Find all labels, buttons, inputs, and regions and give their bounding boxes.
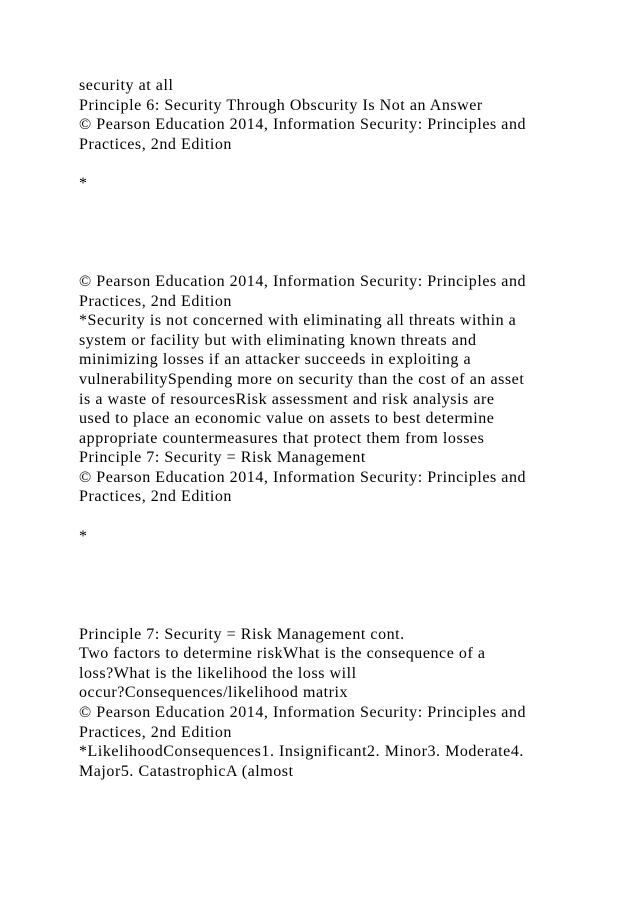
blank-line — [79, 233, 599, 253]
text-line: system or facility but with eliminating known threats and — [79, 331, 477, 349]
blank-line — [79, 213, 599, 233]
text-line: Practices, 2nd Edition — [79, 292, 232, 310]
blank-line — [79, 605, 599, 625]
text-line: Practices, 2nd Edition — [79, 488, 232, 506]
text-line: Principle 6: Security Through Obscurity Is Not an Answer — [79, 96, 483, 114]
blank-line — [79, 546, 599, 566]
text-line: appropriate countermeasures that protect them from losses — [79, 429, 485, 447]
blank-line — [79, 566, 599, 586]
text-line: © Pearson Education 2014, Information Security: Principles and — [79, 468, 527, 486]
text-line: Principle 7: Security = Risk Management cont. — [79, 625, 405, 643]
text-line: used to place an economic value on assets to best determine — [79, 410, 495, 428]
text-line: *Security is not concerned with eliminating all threats within a — [79, 312, 517, 330]
text-line: *LikelihoodConsequences1. Insignificant2. Minor3. Moderate4. — [79, 743, 524, 761]
text-line: vulnerabilitySpending more on security than the cost of an asset — [79, 370, 525, 388]
text-line: Practices, 2nd Edition — [79, 135, 232, 153]
text-line: security at all — [79, 77, 174, 94]
text-line: Practices, 2nd Edition — [79, 723, 232, 741]
text-line: Principle 7: Security = Risk Management — [79, 449, 366, 467]
text-line: © Pearson Education 2014, Information Security: Principles and — [79, 272, 527, 290]
blank-line — [79, 585, 599, 605]
text-line: © Pearson Education 2014, Information Security: Principles and — [79, 704, 527, 721]
text-line: © Pearson Education 2014, Information Security: Principles and — [79, 116, 527, 134]
blank-line — [79, 252, 599, 272]
document-text — [79, 76, 599, 781]
text-line: loss?What is the likelihood the loss will — [79, 664, 357, 682]
text-line: Two factors to determine riskWhat is the consequence of a — [79, 645, 486, 663]
text-line: occur?Consequences/likelihood matrix — [79, 684, 349, 702]
text-line: is a waste of resourcesRisk assessment and risk analysis are — [79, 390, 495, 408]
text-line: * — [79, 174, 88, 192]
blank-line — [79, 507, 599, 527]
text-line: * — [79, 527, 88, 545]
text-line: minimizing losses if an attacker succeeds in exploiting a — [79, 351, 472, 369]
text-line: Major5. CatastrophicA (almost — [79, 762, 294, 780]
blank-line — [79, 154, 599, 174]
blank-line — [79, 194, 599, 214]
